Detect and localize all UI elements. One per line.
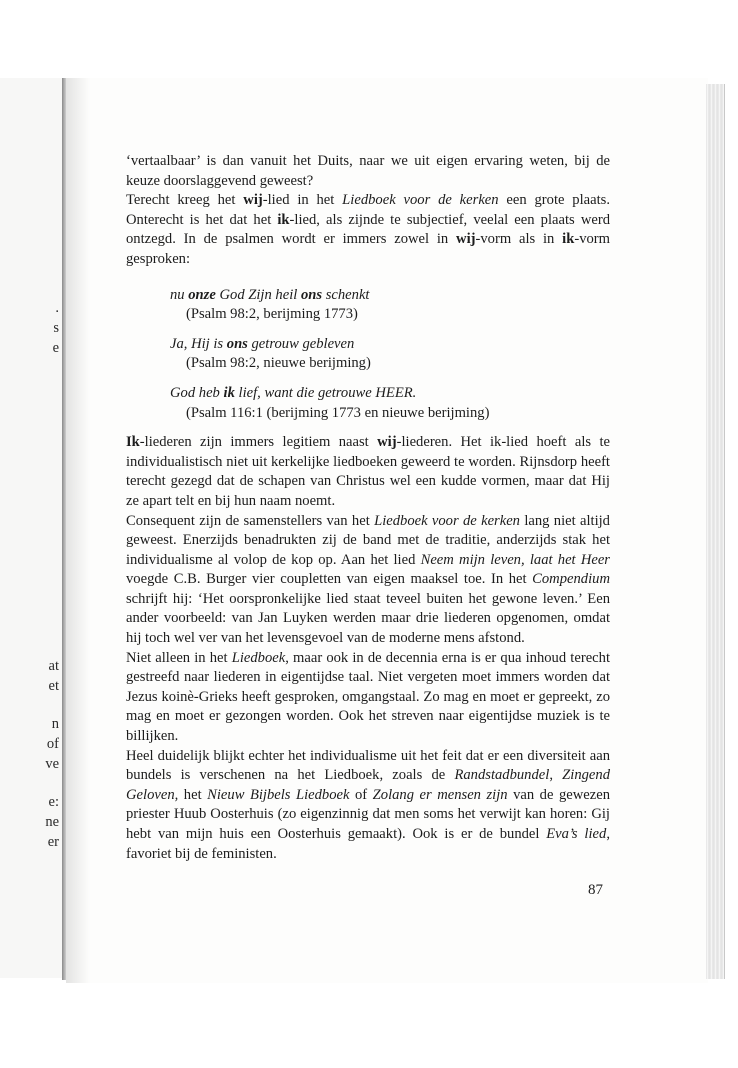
paragraph: Ik-liederen zijn immers legitiem naast wij-liederen. Het ik-lied hoeft als te individualistisch niet uit kerkelijke liedboeken geweerd te worden. Rijnsdorp heeft terecht gezegd dat de schapen van Christus wel een kudde vormen, maar dat Hij ze apart telt en bij hun naam noemt. [126, 434, 610, 509]
left-page [0, 78, 64, 978]
page-number: 87 [588, 882, 603, 898]
left-page-fragment: er [47, 834, 59, 850]
gutter-shadow [66, 78, 90, 983]
paragraph: Terecht kreeg het wij-lied in het Liedboek voor de kerken een grote plaats. Onterecht is het dat het ik-lied, als zijnde te subjectief, veelal een plaats werd ontzegd. In de psalmen wordt er immers zowel in wij-vorm als in ik-vorm gesproken: [126, 192, 610, 267]
paragraph: Consequent zijn de samenstellers van het Liedboek voor de kerken lang niet altijd geweest. Enerzijds benadrukten zij de band met de traditie, anderzijds stak het individualisme al volop de kop op. Aan het lied Neem mijn leven, laat het Heer voegde C.B. Burger vier coupletten van eigen maaksel toe. In het Compendium schrijft hij: ‘Het oorspronkelijke lied staat teveel buiten het gewone leven.’ Een ander voorbeeld: van Jan Luyken werden maar drie liederen opgenomen, omdat hij toch wel ver van het levensgevoel van de moderne mens afstond. [126, 512, 610, 647]
paragraph: Niet alleen in het Liedboek, maar ook in de decennia erna is er qua inhoud terecht gestreefd naar liederen in eigentijdse taal. Niet vergeten moet immers worden dat Jezus koinè-Grieks heeft gesproken, omgangstaal. Zo mag en moet er gepreekt, zo mag en moet er gezongen worden. Ook het streven naar eigentijdse muziek is te billijken. [126, 649, 610, 745]
verse-line: nu onze God Zijn heil ons schenkt [170, 286, 370, 303]
verse-quote [126, 335, 610, 374]
left-page-fragment: e: [48, 794, 59, 810]
verse-quote [126, 286, 610, 325]
left-page-fragment: s [53, 320, 59, 336]
verse-reference: (Psalm 98:2, berijming 1773) [186, 306, 358, 323]
left-page-fragment: ve [45, 756, 59, 772]
verse-reference: (Psalm 98:2, nieuwe berijming) [186, 355, 371, 372]
left-page-fragment: ne [45, 814, 59, 830]
left-page-fragment: . [55, 300, 59, 316]
body-text [126, 152, 610, 864]
page-edges [706, 84, 725, 979]
verse-line: Ja, Hij is ons getrouw gebleven [170, 335, 355, 352]
left-page-fragment: n [51, 716, 59, 732]
left-page-fragment: at [48, 658, 59, 674]
paragraph: Heel duidelijk blijkt echter het individualisme uit het feit dat er een diversiteit aan bundels is verschenen na het Liedboek, zoals de Randstadbundel, Zingend Geloven, het Nieuw Bijbels Liedboek of Zolang er mensen zijn van de gewezen priester Huub Oosterhuis (zo eigenzinnig dat men soms het verwijt kan horen: Gij hebt van mijn huis een Oosterhuis gemaakt). Ook is er de bundel Eva’s lied, favoriet bij de feministen. [126, 747, 610, 862]
paragraph: ‘vertaalbaar’ is dan vanuit het Duits, naar we uit eigen ervaring weten, bij de keuze doorslaggevend geweest? [126, 153, 610, 189]
left-page-fragment: e [52, 340, 59, 356]
verse-quote [126, 384, 610, 423]
left-page-fragment: et [48, 678, 59, 694]
left-page-fragment: of [46, 736, 59, 752]
verse-reference: (Psalm 116:1 (berijming 1773 en nieuwe berijming) [186, 404, 490, 421]
verse-line: God heb ik lief, want die getrouwe HEER. [170, 384, 417, 401]
